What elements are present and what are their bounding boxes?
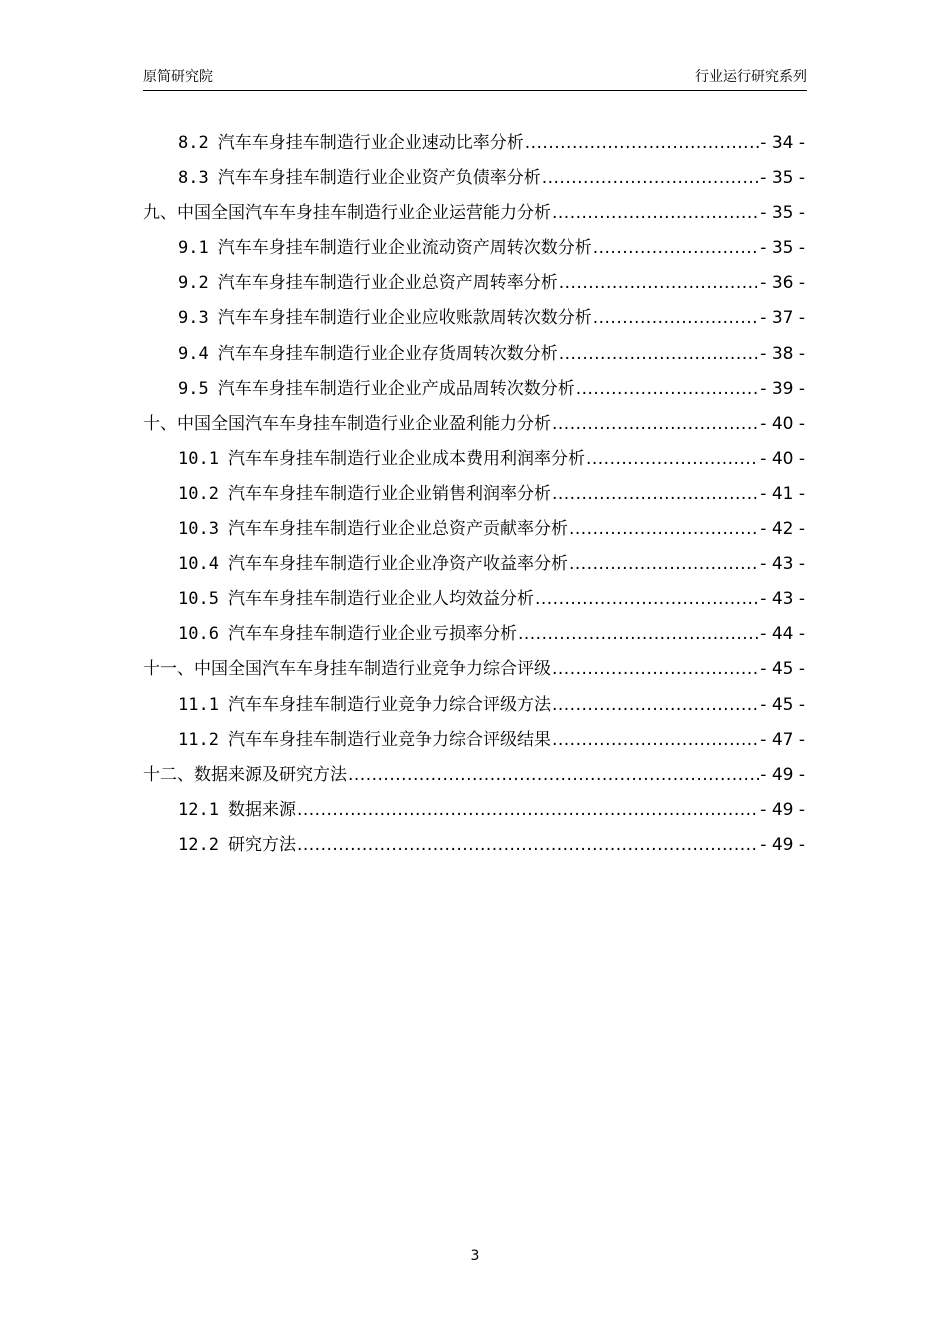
toc-entry[interactable] <box>143 233 805 268</box>
toc-entry-page: - 43 - <box>760 589 805 610</box>
toc-entry-title: 十二、数据来源及研究方法 <box>143 764 347 785</box>
toc-entry-title: 汽车车身挂车制造行业企业存货周转次数分析 <box>217 343 558 364</box>
toc-entry-page: - 44 - <box>760 624 805 645</box>
toc-entry-title: 汽车车身挂车制造行业企业产成品周转次数分析 <box>217 378 575 399</box>
toc-entry-number: 9.3 <box>178 308 209 329</box>
toc-entry-number: 10.3 <box>178 519 219 540</box>
toc-entry-label <box>178 339 558 364</box>
toc-dot-leader <box>559 344 760 364</box>
toc-dot-leader <box>552 414 759 434</box>
toc-entry-label <box>178 830 296 855</box>
toc-entry-title: 汽车车身挂车制造行业企业亏损率分析 <box>227 624 517 645</box>
toc-entry-number: 10.2 <box>178 483 219 504</box>
toc-entry-label <box>178 444 585 469</box>
toc-entry-page: - 35 - <box>760 203 805 224</box>
header-organization: 原简研究院 <box>143 69 213 85</box>
toc-entry-label <box>178 374 575 399</box>
toc-entry-page: - 34 - <box>760 133 805 153</box>
toc-entry-title: 研究方法 <box>227 834 296 855</box>
toc-entry-label <box>178 514 568 539</box>
toc-entry-title: 十、中国全国汽车车身挂车制造行业企业盈利能力分析 <box>143 413 551 434</box>
toc-entry-number: 8.2 <box>178 133 209 153</box>
toc-entry[interactable] <box>143 514 805 549</box>
toc-entry[interactable] <box>143 163 805 198</box>
toc-entry-page: - 49 - <box>760 764 805 785</box>
toc-entry-number: 10.6 <box>178 624 219 645</box>
toc-entry-number: 9.1 <box>178 238 209 259</box>
toc-entry-label <box>143 654 551 679</box>
toc-entry-page: - 47 - <box>760 729 805 750</box>
toc-dot-leader <box>576 379 760 399</box>
toc-entry-number: 12.2 <box>178 834 219 855</box>
toc-dot-leader <box>535 589 759 609</box>
toc-entry[interactable] <box>143 584 805 619</box>
toc-entry-page: - 35 - <box>760 238 805 259</box>
toc-entry[interactable] <box>143 374 805 409</box>
toc-entry[interactable] <box>143 690 805 725</box>
toc-entry-label <box>178 584 534 609</box>
toc-entry-title: 十一、中国全国汽车车身挂车制造行业竞争力综合评级 <box>143 659 551 680</box>
toc-entry-label <box>178 725 551 750</box>
toc-entry-label <box>178 163 541 188</box>
toc-entry-page: - 49 - <box>760 799 805 820</box>
toc-entry-label <box>178 303 592 328</box>
toc-entry-title: 汽车车身挂车制造行业企业流动资产周转次数分析 <box>217 238 592 259</box>
toc-entry-number: 10.1 <box>178 448 219 469</box>
toc-entry-page: - 45 - <box>760 694 805 715</box>
toc-entry[interactable] <box>143 479 805 514</box>
toc-entry-label <box>178 479 551 504</box>
toc-entry-title: 汽车车身挂车制造行业企业应收账款周转次数分析 <box>217 308 592 329</box>
toc-entry-label <box>178 549 568 574</box>
toc-entry-title: 汽车车身挂车制造行业竞争力综合评级方法 <box>227 694 551 715</box>
toc-entry-title: 汽车车身挂车制造行业企业速动比率分析 <box>217 133 524 153</box>
toc-dot-leader <box>348 765 759 785</box>
toc-entry-page: - 35 - <box>760 168 805 189</box>
page-number: 3 <box>470 1248 480 1264</box>
toc-entry-title: 汽车车身挂车制造行业企业总资产贡献率分析 <box>227 519 568 540</box>
toc-entry-label <box>178 619 517 644</box>
toc-entry-label <box>178 268 558 293</box>
toc-entry-number: 8.3 <box>178 168 209 189</box>
toc-entry[interactable] <box>143 339 805 374</box>
toc-dot-leader <box>552 659 759 679</box>
toc-entry-number: 11.2 <box>178 729 219 750</box>
toc-entry-number: 10.5 <box>178 589 219 610</box>
toc-dot-leader <box>586 449 759 469</box>
toc-entry[interactable] <box>143 760 805 795</box>
toc-entry-title: 汽车车身挂车制造行业企业销售利润率分析 <box>227 483 551 504</box>
toc-dot-leader <box>569 519 759 539</box>
header-series-title: 行业运行研究系列 <box>695 69 807 85</box>
toc-dot-leader <box>525 133 760 153</box>
toc-entry-page: - 41 - <box>760 483 805 504</box>
table-of-contents <box>143 128 805 865</box>
toc-entry-label <box>178 128 524 153</box>
toc-entry-page: - 42 - <box>760 519 805 540</box>
toc-entry-label <box>178 795 296 820</box>
toc-entry-label <box>143 198 551 223</box>
toc-entry-number: 10.4 <box>178 554 219 575</box>
toc-entry-title: 汽车车身挂车制造行业企业总资产周转率分析 <box>217 273 558 294</box>
toc-dot-leader <box>552 484 759 504</box>
toc-entry[interactable] <box>143 549 805 584</box>
toc-entry-page: - 40 - <box>760 413 805 434</box>
toc-entry-number: 9.2 <box>178 273 209 294</box>
toc-entry[interactable] <box>143 444 805 479</box>
toc-entry-page: - 49 - <box>760 834 805 855</box>
toc-entry-title: 数据来源 <box>227 799 296 820</box>
toc-entry[interactable] <box>143 725 805 760</box>
toc-entry[interactable] <box>143 654 805 689</box>
toc-dot-leader <box>297 835 759 855</box>
toc-dot-leader <box>518 624 759 644</box>
toc-entry[interactable] <box>143 619 805 654</box>
toc-entry-number: 12.1 <box>178 799 219 820</box>
toc-dot-leader <box>593 238 760 258</box>
toc-entry-title: 汽车车身挂车制造行业企业净资产收益率分析 <box>227 554 568 575</box>
toc-dot-leader <box>552 730 759 750</box>
toc-entry[interactable] <box>143 303 805 338</box>
toc-entry-title: 九、中国全国汽车车身挂车制造行业企业运营能力分析 <box>143 203 551 224</box>
toc-entry-label <box>178 233 592 258</box>
toc-dot-leader <box>569 554 759 574</box>
toc-entry-page: - 36 - <box>760 273 805 294</box>
toc-entry-page: - 40 - <box>760 448 805 469</box>
toc-entry[interactable] <box>143 268 805 303</box>
toc-entry[interactable] <box>143 409 805 444</box>
toc-entry-title: 汽车车身挂车制造行业企业成本费用利润率分析 <box>227 448 585 469</box>
toc-entry-page: - 39 - <box>760 378 805 399</box>
toc-dot-leader <box>552 203 759 223</box>
toc-entry-page: - 45 - <box>760 659 805 680</box>
toc-entry[interactable] <box>143 198 805 233</box>
toc-entry-number: 9.4 <box>178 343 209 364</box>
page-header <box>143 66 807 91</box>
toc-entry-page: - 37 - <box>760 308 805 329</box>
toc-entry[interactable] <box>143 795 805 830</box>
toc-entry[interactable] <box>143 128 805 163</box>
toc-dot-leader <box>542 168 760 188</box>
toc-dot-leader <box>559 273 760 293</box>
toc-entry-title: 汽车车身挂车制造行业竞争力综合评级结果 <box>227 729 551 750</box>
toc-entry-label <box>143 409 551 434</box>
toc-entry[interactable] <box>143 830 805 865</box>
toc-entry-label <box>178 690 551 715</box>
toc-entry-number: 9.5 <box>178 378 209 399</box>
toc-entry-number: 11.1 <box>178 694 219 715</box>
toc-entry-label <box>143 760 347 785</box>
toc-dot-leader <box>593 308 760 328</box>
toc-entry-page: - 38 - <box>760 343 805 364</box>
toc-dot-leader <box>552 695 759 715</box>
toc-dot-leader <box>297 800 759 820</box>
toc-entry-page: - 43 - <box>760 554 805 575</box>
toc-entry-title: 汽车车身挂车制造行业企业人均效益分析 <box>227 589 534 610</box>
toc-entry-title: 汽车车身挂车制造行业企业资产负债率分析 <box>217 168 541 189</box>
